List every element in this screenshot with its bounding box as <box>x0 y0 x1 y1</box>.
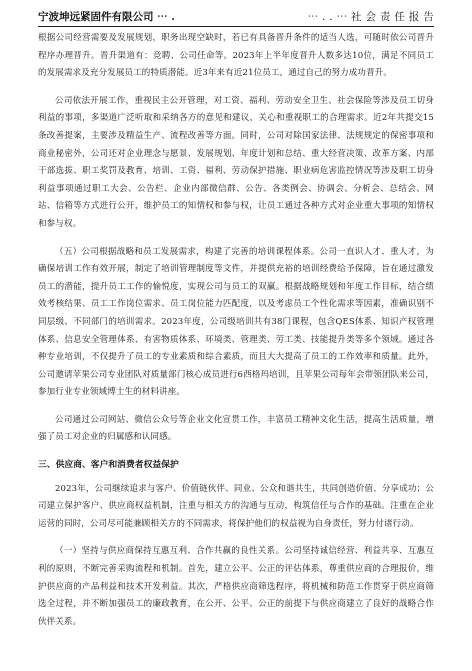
paragraph-democratic-management: 公司依法开展工作，重视民主公开管理，对工资、福利、劳动安全卫生、社会保险等涉及员工切身利益的事项，多渠道广泛听取和采纳各方的意见和建议，关心和重视职工的合理需求。近2年共提交15条改善提案，主要涉及精益生产、流程改善等方面。同时，公司对除国家法律、法规规定的保密事项和商业秘密外，公司还对企业理念与愿景、发展规划、年度计划和总结、重大经营决策、改革方案、内部干部选拔、职工奖罚及教育、培训、工资、福利、劳动保护措施、职业病危害监控情况等涉及职工切身利益事项通过职工大会、公告栏、企业内部微信群、公告、各类例会、协调会、分析会、总结会、网站、信箱等方式进行公开，维护员工的知情权和参与权，让员工通过各种方式对企业重大事项的知情权和参与权。 <box>38 95 434 229</box>
paragraph-culture: 公司通过公司网站、微信公众号等企业文化宣贯工作，丰富员工精神文化生活，提高生活质量，增强了员工对企业的归属感和认同感。 <box>38 414 434 443</box>
page-header <box>38 8 434 24</box>
section-heading: 三、供应商、客户和消费者权益保护 <box>38 460 179 471</box>
paragraph-stakeholders: 2023年，公司继续追求与客户、价值链伙伴、同业、公众和谐共生，共同创造价值、分享成功；公司建立保护客户、供应商权益机制，注重与相关方的沟通与互动，构筑信任与合作的基础。注重在企业运营的同时，公司尽可能兼顾相关方的不同需求，将保护他们的权益视为自身责任，努力付诸行动。 <box>38 483 434 529</box>
paragraph-suppliers: （一）坚持与供应商保持互惠互利、合作共赢的良性关系。公司坚持诚信经营、利益共享、互惠互利的原则，不断完善采购流程和机制。首先，建立公平、公正的评估体系，尊重供应商的合理报价，维护供应商的产品利益和技术开发利益。其次，严格供应商筛选程序，将机械和防范工作贯穿于供应商筛选全过程，并不断加强员工的廉政教育，在公开、公平、公正的前提下与供应商建立了良好的战略合作伙伴关系。 <box>38 546 434 627</box>
paragraph-promotion: 根据公司经营需要及发展规划，职务出现空缺时，若已有具备晋升条件的适当人选，可随时依公司晋升程序办理晋升。晋升渠道有：竞聘、公司任命等。2023年上半年度晋升人数多达10位，满足不同员工的发展需求及充分发展员工的特质潜能。近3年来有近21位员工，通过自己的努力成功晋升。 <box>38 33 434 79</box>
report-title: ⋯ . . ⋯ 社 会 责 任 报 告 <box>307 11 434 23</box>
document-body <box>38 30 434 631</box>
paragraph-training: （五）公司根据战略和员工发展需求，构建了完善的培训课程体系。公司一直识人才、重人才，为确保培训工作有效开展，制定了培训管理制度等文件，并提供充裕的培训经费给予保障，旨在通过激发员工的潜能，提升员工工作的愉悦度，实现公司与员工的双赢。根据战略规划和年度工作目标，结合绩效考核结果、员工工作岗位需求、员工岗位能力匹配度，以及考虑员工个性化需求等因素，准确识别不同层级、不同部门的培训需求。2023年度，公司级培训共有38门课程，包含QES体系、知识产权管理体系、信息安全管理体系、有害物质体系、环境类、管理类、劳工类、技能提升类等多个领域。通过各种专业培训，不仅提升了员工的专业素质和综合素质，而且大大提高了员工的工作效率和质量。此外，公司邀请苹果公司专业团队对质量部门核心成员进行6西格玛培训，且苹果公司每年会带领团队来公司，参加行业专业领域博士生的材料讲座。 <box>38 246 434 398</box>
header-rule <box>38 26 434 27</box>
company-name: 宁波坤远紧固件有限公司 ⋯ . <box>38 11 175 23</box>
